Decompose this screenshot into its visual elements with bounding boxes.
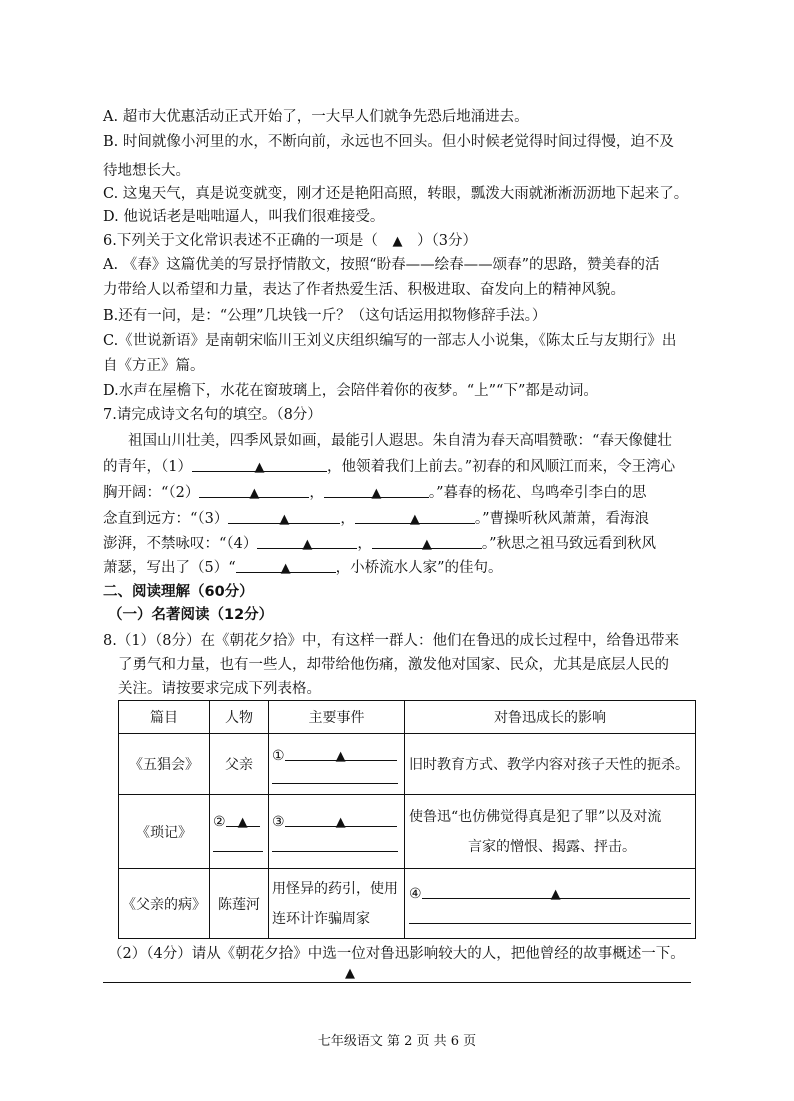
- q6-stem: [103, 230, 477, 252]
- q7-paragraph-line5: [103, 533, 656, 555]
- q8-part2: （2）（4分）请从《朝花夕拾》中选一位对鲁迅影响较大的人，把他曾经的故事概述一下。: [108, 946, 685, 962]
- row2-person-num: ②: [213, 814, 226, 830]
- table-row: [119, 869, 696, 939]
- blank-4a[interactable]: [257, 533, 357, 552]
- q7-stem: 7.请完成诗文名句的填空。（8分）: [103, 407, 322, 423]
- row3-impact-num: ④: [409, 886, 422, 902]
- q7-text: ，: [309, 485, 324, 501]
- row3-event-line2: 连环计诈骗周家: [272, 910, 370, 927]
- q7-paragraph-line3: [103, 482, 647, 504]
- answer-marker-icon: ▲: [237, 815, 248, 830]
- q7-text: ，小桥流水人家”的佳句。: [335, 560, 503, 576]
- row3-impact-cell[interactable]: [405, 869, 696, 939]
- answer-line: [272, 769, 398, 784]
- q7-text: 。”暮春的杨花、鸟鸣牵引李白的思: [428, 485, 647, 501]
- q7-text: 念直到远方：“（3）: [103, 511, 229, 527]
- header-event: 主要事件: [269, 701, 405, 734]
- row2-impact-line2: 言家的憎恨、揭露、抨击。: [468, 838, 636, 855]
- blank-4b[interactable]: [372, 533, 482, 552]
- row2-event-cell[interactable]: [269, 795, 405, 869]
- row1-event-blank[interactable]: [285, 745, 397, 764]
- q8-part2-answer-line[interactable]: [103, 982, 691, 983]
- q8-stem-line3: 关注。请按要求完成下列表格。: [118, 681, 321, 697]
- q7-paragraph-line4: [103, 508, 649, 530]
- q6-option-c-line1: C.《世说新语》是南朝宋临川王刘义庆组织编写的一部志人小说集，《陈太丘与友期行》出: [103, 333, 677, 349]
- q8-stem-line1: 8.（1）（8分）在《朝花夕拾》中，有这样一群人：他们在鲁迅的成长过程中，给鲁迅带来: [103, 633, 680, 649]
- q7-text: ，他领着我们上前去。”初春的和风顺江而来，令王湾心: [326, 459, 676, 475]
- header-title: 篇目: [119, 701, 210, 734]
- q5-option-a: A. 超市大优惠活动正式开始了，一大早人们就争先恐后地涌进去。: [103, 109, 529, 125]
- row3-title: 《父亲的病》: [119, 869, 210, 939]
- q6-option-a-line1: A. 《春》这篇优美的写景抒情散文，按照“盼春——绘春——颂春”的思路，赞美春的活: [103, 257, 660, 273]
- answer-marker-icon: ▲: [302, 537, 313, 552]
- q6-option-c-line2: 自《方正》篇。: [103, 358, 205, 374]
- q5-option-b-line1: B. 时间就像小河里的水，不断向前，永远也不回头。但小时候老觉得时间过得慢，迫不及: [103, 134, 674, 150]
- row3-event: [269, 869, 405, 939]
- row1-impact: 旧时教育方式、教学内容对孩子天性的扼杀。: [405, 734, 696, 795]
- answer-line: [409, 909, 691, 924]
- row2-person-blank[interactable]: [226, 811, 260, 830]
- blank-3a[interactable]: [228, 508, 340, 527]
- table-header-row: [119, 701, 696, 734]
- answer-marker-icon: ▲: [421, 537, 432, 552]
- blank-1[interactable]: [192, 456, 327, 475]
- q7-text: 澎湃，不禁咏叹：“（4）: [103, 536, 258, 552]
- blank-5[interactable]: [236, 557, 336, 576]
- q6-option-b: B.还有一问，是：“公理”几块钱一斤？（这句话运用拟物修辞手法。）: [103, 308, 547, 324]
- answer-marker-icon: ▲: [254, 460, 265, 475]
- blank-2a[interactable]: [199, 482, 309, 501]
- row3-impact-blank[interactable]: [422, 883, 690, 902]
- table-row: [119, 734, 696, 795]
- row2-person-cell[interactable]: [210, 795, 269, 869]
- row2-event-blank[interactable]: [285, 811, 397, 830]
- row1-person: 父亲: [210, 734, 269, 795]
- row3-event-line1: 用怪异的药引，使用: [272, 880, 398, 897]
- q8-stem-line2: 了勇气和力量，也有一些人，却带给他伤痛，激发他对国家、民众，尤其是底层人民的: [118, 657, 669, 673]
- row2-impact: [405, 795, 696, 869]
- answer-marker-icon: ▲: [280, 561, 291, 576]
- answer-marker-icon: ▲: [335, 815, 346, 830]
- q7-text: ，: [340, 511, 355, 527]
- answer-marker-icon: ▲: [550, 887, 561, 902]
- blank-2b[interactable]: [324, 482, 429, 501]
- header-impact: 对鲁迅成长的影响: [405, 701, 696, 734]
- q7-text: 胸开阔：“（2）: [103, 485, 200, 501]
- answer-marker-icon: ▲: [371, 486, 382, 501]
- q7-text: 萧瑟，写出了（5）“: [103, 560, 236, 576]
- q7-text: 。”曹操听秋风萧萧，看海浪: [474, 511, 650, 527]
- q5-option-d: D. 他说话老是咄咄逼人，叫我们很难接受。: [103, 209, 385, 225]
- page-footer: 七年级语文 第 2 页 共 6 页: [317, 1034, 477, 1049]
- q5-option-b-line2: 待地想长大。: [103, 163, 190, 179]
- row1-event-cell[interactable]: [269, 734, 405, 795]
- q6-option-a-line2: 力带给人以希望和力量，表达了作者热爱生活、积极进取、奋发向上的精神风貌。: [103, 282, 625, 298]
- q7-text: 的青年，（1）: [103, 459, 192, 475]
- row1-event-num: ①: [272, 747, 285, 764]
- q6-option-d: D.水声在屋檐下，水花在窗玻璃上，会陪伴着你的夜梦。“上”“下”都是动词。: [103, 383, 598, 399]
- answer-marker-icon: ▲: [279, 512, 290, 527]
- row3-person: 陈莲河: [210, 869, 269, 939]
- q7-paragraph-line6: [103, 557, 503, 579]
- answer-marker-icon: ▲: [409, 512, 420, 527]
- row1-title: 《五猖会》: [119, 734, 210, 795]
- answer-marker-icon: ▲: [392, 234, 403, 249]
- row2-title: 《琐记》: [119, 795, 210, 869]
- q7-paragraph-line2: [103, 456, 675, 478]
- answer-marker-icon: ▲: [345, 966, 355, 981]
- row2-impact-line1: 使鲁迅“也仿佛觉得真是犯了罪”以及对流: [409, 808, 662, 825]
- answer-marker-icon: ▲: [335, 748, 346, 764]
- blank-3b[interactable]: [355, 508, 475, 527]
- table-row: [119, 795, 696, 869]
- answer-line: [272, 837, 398, 852]
- subsection-1-heading: （一）名著阅读（12分）: [108, 607, 274, 623]
- row2-event-num: ③: [272, 814, 285, 830]
- q5-option-c: C. 这鬼天气，真是说变就变，刚才还是艳阳高照，转眼，瓢泼大雨就淅淅沥沥地下起来了。: [103, 186, 689, 202]
- q7-text: ，: [357, 536, 372, 552]
- q6-stem-post: ）（3分）: [417, 233, 478, 249]
- q8-part2-marker: [345, 962, 355, 984]
- answer-marker-icon: ▲: [249, 486, 260, 501]
- q8-table: [118, 700, 696, 939]
- q6-stem-pre: 6.下列关于文化常识表述不正确的一项是（: [103, 233, 378, 249]
- section-2-heading: 二、阅读理解（60分）: [103, 584, 254, 600]
- q7-paragraph-line1: 祖国山川壮美，四季风景如画，最能引人遐思。朱自清为春天高唱赞歌：“春天像健壮: [128, 433, 672, 449]
- answer-line: [213, 837, 263, 852]
- q7-text: 。”秋思之祖马致远看到秋风: [481, 536, 657, 552]
- header-person: 人物: [210, 701, 269, 734]
